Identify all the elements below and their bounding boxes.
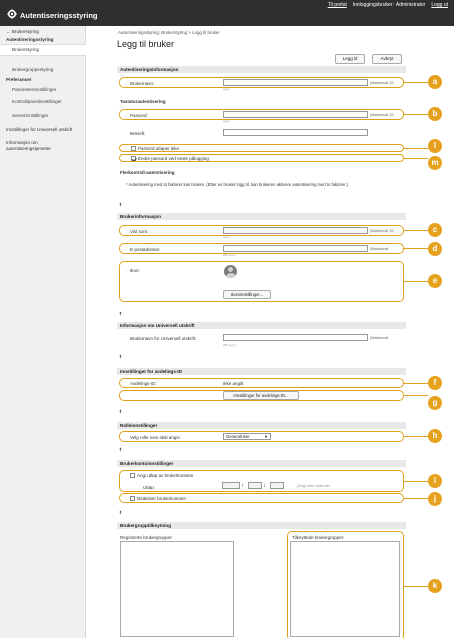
logout-link[interactable]: Logg ut [431, 2, 448, 8]
email-hint: (Maksimalt [370, 247, 389, 251]
date-separator: / [242, 483, 244, 488]
highlight-box-k [287, 531, 404, 638]
sidebar-back-link[interactable]: ← Brukerstyring [6, 29, 39, 34]
breadcrumb: Autentiseringsstyring: Brukerstyring > Legg til bruker [118, 30, 220, 35]
highlight-box-b [119, 109, 404, 120]
callout-line [404, 395, 428, 396]
section-universal-print: Informasjon om Universell utskrift [117, 322, 406, 329]
dept-id-value: Ikke angitt [223, 381, 244, 386]
display-name-hint: (Maksimalt 32 [370, 229, 394, 233]
callout-line [404, 248, 428, 249]
callout-line [404, 383, 428, 384]
callout-c: c [428, 223, 442, 237]
email-tiny-hint: 256 tegn) [223, 253, 236, 257]
sidebar-item-usergroup-management[interactable]: Brukergruppestyring [12, 67, 54, 72]
password-hint: (Maksimalt 32 [370, 113, 394, 117]
sidebar-item-auth-service-info-2[interactable]: autentiseringstjeneste [6, 146, 51, 151]
highlight-box-l [119, 144, 404, 152]
change-password-next-login-label: Endre passord ved neste pålogging [138, 156, 209, 161]
collapse-arrow-icon[interactable]: ⯭ [119, 202, 123, 208]
login-user-label: Innloggingsbruker: [352, 2, 394, 8]
callout-e: e [428, 274, 442, 288]
callout-l: l [428, 139, 442, 153]
callout-b: b [428, 107, 442, 121]
universal-print-tiny-hint: 256 tegn) [223, 343, 236, 347]
callout-line [404, 481, 428, 482]
icon-settings-button[interactable]: Ikoninnstillinger... [223, 290, 271, 299]
login-user-name: Administrator [395, 2, 426, 8]
collapse-arrow-icon[interactable]: ⯭ [119, 311, 123, 317]
callout-i: i [428, 474, 442, 488]
sidebar [0, 26, 86, 638]
section-auth-info: Autentiseringsinformasjon [117, 66, 406, 73]
collapse-arrow-icon[interactable]: ⯭ [119, 409, 123, 415]
sidebar-item-controlpanel-settings[interactable]: Kontrollpanelinnstillinger [12, 99, 62, 104]
callout-line [404, 148, 428, 149]
date-separator: / [264, 483, 266, 488]
registered-groups-list[interactable] [120, 541, 234, 637]
collapse-arrow-icon[interactable]: ⯭ [119, 447, 123, 453]
main-panel [86, 26, 454, 638]
universal-print-username-input[interactable] [223, 334, 368, 341]
highlight-box-h [119, 431, 404, 442]
password-label: Passord: [130, 113, 148, 118]
callout-h: h [428, 429, 442, 443]
callout-a: a [428, 75, 442, 89]
mfa-note: * Autentisering med to faktorer kan brukes. (Etter en bruker logg til, kan brukeren aktivere autentisering med to faktorer.) [126, 182, 349, 187]
highlight-box-a [119, 77, 404, 88]
sidebar-item-auth-management[interactable]: Autentiseringsstyring [6, 37, 54, 42]
callout-d: d [428, 242, 442, 256]
collapse-arrow-icon[interactable]: ⯭ [119, 354, 123, 360]
callout-line [404, 158, 428, 159]
section-account: Brukerkontoinnstillinger [117, 460, 406, 467]
section-user-info: Brukerinformasjon [117, 213, 406, 220]
highlight-box-d [119, 243, 404, 254]
add-button[interactable]: Legg til [335, 54, 365, 64]
callout-line [404, 230, 428, 231]
account-expiry-label: Angi utløp av brukerkontoen [137, 473, 194, 478]
highlight-box-f [119, 378, 404, 388]
username-label: Brukernavn: [130, 81, 155, 86]
display-name-tiny-hint: tegn) [223, 235, 230, 239]
callout-line [404, 498, 428, 499]
callout-k: k [428, 579, 442, 593]
confirm-label: Bekreft: [130, 131, 146, 136]
top-bar [0, 0, 454, 26]
sidebar-item-user-management[interactable]: Brukerstyring [0, 44, 86, 56]
universal-print-hint: (Maksimalt [370, 336, 389, 340]
highlight-box-e [119, 261, 404, 302]
callout-f: f [428, 376, 442, 390]
section-dept-id: Innstillinger for avdelings-ID [117, 368, 406, 375]
callout-line [404, 281, 428, 282]
email-label: E-postadresse: [130, 247, 161, 252]
app-title: Autentiseringsstyring [20, 11, 98, 20]
section-role: Rolleinnstillinger [117, 422, 406, 429]
highlight-box-c [119, 225, 404, 236]
sidebar-item-universal-print[interactable]: Innstillinger for Universell utskrift [6, 127, 73, 132]
page-title: Legg til bruker [117, 39, 175, 49]
section-usergroup: Brukergrupptilknytning [117, 522, 406, 529]
callout-line [404, 82, 428, 83]
display-name-label: Vist som: [130, 229, 149, 234]
registered-groups-label: Registrerte brukergrupper: [120, 535, 173, 540]
collapse-arrow-icon[interactable]: ⯭ [119, 510, 123, 516]
dept-id-label: Avdelings-ID: [130, 381, 157, 386]
highlight-box-j [119, 493, 404, 503]
sidebar-item-server-settings[interactable]: Serverinnstillinger [12, 113, 49, 118]
keyboard-auth-heading: Tastaturautentisering [120, 99, 166, 104]
highlight-box-m [119, 154, 404, 162]
highlight-box-g [119, 390, 404, 401]
dept-id-settings-button[interactable]: Innstillinger for avdelings-ID... [223, 391, 299, 400]
expiry-date-label: Utløp: [143, 485, 156, 490]
calendar-hint: (Angi etter kalender [297, 484, 331, 488]
username-tiny-hint: tegn) [223, 87, 230, 91]
highlight-box-i [119, 470, 404, 492]
gear-icon [7, 9, 17, 19]
callout-m: m [428, 156, 442, 170]
callout-j: j [428, 492, 442, 506]
callout-g: g [428, 396, 442, 410]
portal-link[interactable]: Til portal [327, 2, 347, 8]
callout-line [404, 436, 428, 437]
assigned-groups-label: Tilknyttede brukergrupper: [292, 535, 345, 540]
mfa-heading: Flerkontroll-autentisering [120, 170, 175, 175]
confirm-password-input[interactable] [223, 129, 368, 136]
role-label: Velg rolle som skal angis: [130, 435, 181, 440]
sidebar-item-auth-service-info[interactable]: Informasjon om [6, 140, 38, 145]
role-select-value: GeneralUser [226, 434, 250, 439]
callout-line [404, 114, 428, 115]
disable-account-label: Deaktiver brukerkontoen [137, 496, 187, 501]
sidebar-item-parameter-settings[interactable]: Parameterinnstillinger [12, 87, 57, 92]
password-never-expires-label: Passord utløper ikke [138, 146, 180, 151]
chevron-down-icon: ▼ [264, 434, 268, 439]
username-hint: (Maksimalt 32 [370, 81, 394, 85]
sidebar-item-preferences[interactable]: Preferanser [6, 77, 32, 82]
cancel-button[interactable]: Avbryt [372, 54, 402, 64]
callout-line [404, 586, 428, 587]
icon-label: Ikon: [130, 268, 140, 273]
universal-print-username-label: Brukernavn for Universell utskrift: [130, 336, 197, 341]
password-tiny-hint: tegn) [223, 119, 230, 123]
